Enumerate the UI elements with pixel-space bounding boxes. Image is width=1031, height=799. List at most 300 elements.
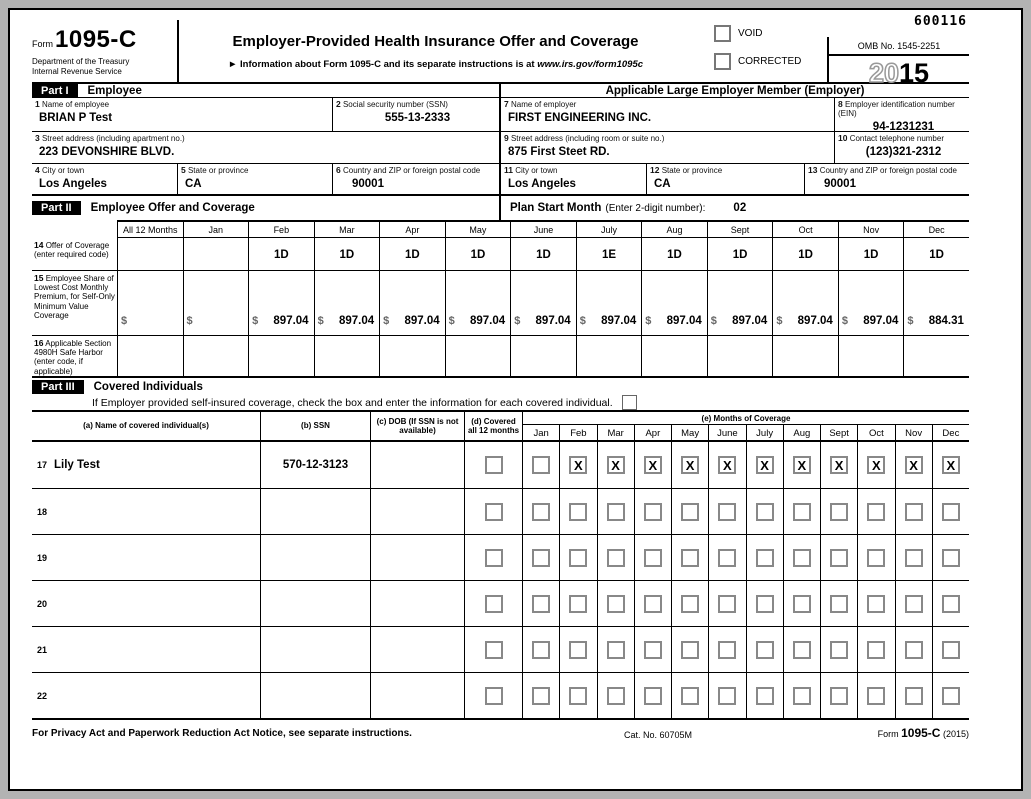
covered-name-cell[interactable] [32,673,260,718]
safe-harbor-cells [117,336,969,376]
month-coverage-cell-apr [634,442,671,488]
employee-zip-value[interactable]: 90001 [352,178,384,190]
agency-line-1: Department of the Treasury [32,57,130,66]
month-coverage-checkbox-june[interactable] [718,687,736,705]
month-coverage-checkbox-nov[interactable]: X [905,456,923,474]
employee-share-cell-aug[interactable] [641,271,707,336]
month-coverage-checkbox-feb[interactable] [569,687,587,705]
month-column-header: July [576,220,642,238]
month-coverage-checkbox-jan[interactable] [532,595,550,613]
plan-start-month-note: (Enter 2-digit number): [605,202,706,214]
month-column-header: All 12 Months [117,220,183,238]
covered-dob-cell[interactable] [370,489,464,534]
month-coverage-cell-sept [820,581,857,626]
month-coverage-checkbox-june[interactable] [718,503,736,521]
month-column-header: Dec [903,220,969,238]
month-coverage-checkbox-aug[interactable] [793,641,811,659]
covered-name-cell[interactable] [32,489,260,534]
offer-of-coverage-code-june[interactable]: 1D [510,238,576,271]
month-coverage-cell-june [708,673,745,718]
field-employee-zip: 6 Country and ZIP or foreign postal code 90001 [332,164,499,194]
privacy-notice: For Privacy Act and Paperwork Reduction Act Notice, see separate instructions. [32,728,412,739]
covered-all-12-months-checkbox[interactable] [485,503,503,521]
self-insured-coverage-checkbox[interactable] [622,395,637,410]
month-coverage-checkbox-feb[interactable] [569,549,587,567]
part3-instruction: If Employer provided self-insured coverage, check the box and enter the information for each covered individual. [92,396,613,409]
covered-all-12-months-checkbox[interactable] [485,549,503,567]
month-coverage-cell-nov [895,535,932,580]
month-coverage-checkbox-oct[interactable] [867,503,885,521]
offer-of-coverage-code-aug[interactable]: 1D [641,238,707,271]
months-of-coverage-cells [522,489,969,534]
field-employer-street: 9 Street address (including room or suite no.) 875 First Steet RD. [501,132,834,163]
month-coverage-checkbox-sept[interactable] [830,549,848,567]
month-coverage-checkbox-oct[interactable] [867,549,885,567]
month-coverage-cell-nov [895,442,932,488]
month-coverage-cell-june [708,627,745,672]
field-employee-city: 4 City or town Los Angeles [32,164,177,194]
agency-line-2: Internal Revenue Service [32,66,122,76]
tax-year: 2015 [868,58,930,88]
field-employee-street: 3 Street address (including apartment no.) 223 DEVONSHIRE BLVD. [32,132,499,163]
employer-name-value[interactable]: FIRST ENGINEERING INC. [508,112,652,124]
month-column-header: Nov [895,425,932,443]
month-coverage-cell-oct [857,627,894,672]
covered-ssn-cell[interactable] [260,673,370,718]
month-coverage-cell-feb [559,581,596,626]
month-coverage-checkbox-jan[interactable] [532,503,550,521]
covered-all-12-months-cell [464,673,522,718]
part3-band [32,378,969,410]
covered-all-12-months-cell [464,581,522,626]
form-id-block [32,20,179,82]
month-coverage-cell-feb [559,535,596,580]
safe-harbor-cell-sept[interactable] [707,336,773,376]
months-of-coverage-cells [522,442,969,488]
month-coverage-checkbox-jan[interactable] [532,456,550,474]
month-coverage-cell-july [746,581,783,626]
safe-harbor-cell-mar[interactable] [314,336,380,376]
void-checkbox[interactable] [714,25,731,42]
covered-all-12-months-checkbox[interactable] [485,687,503,705]
month-coverage-checkbox-oct[interactable] [867,641,885,659]
month-coverage-checkbox-sept[interactable]: X [830,456,848,474]
month-column-header: Oct [772,220,838,238]
dollar-sign: $ [186,315,193,327]
month-coverage-cell-mar [597,489,634,534]
employee-share-cell-july[interactable] [576,271,642,336]
month-column-header: Mar [314,220,380,238]
row-number: 19 [37,552,48,563]
offer-of-coverage-code-oct[interactable]: 1D [772,238,838,271]
month-coverage-checkbox-jan[interactable] [532,549,550,567]
field-employer-city: 11 City or town Los Angeles [501,164,646,194]
month-coverage-checkbox-may[interactable] [681,641,699,659]
month-coverage-cell-july [746,535,783,580]
part3-month-header-row [523,425,969,443]
field-employer-zip: 13 Country and ZIP or foreign postal code 90001 [804,164,969,194]
field-employer-name: 7 Name of employer FIRST ENGINEERING INC. [501,98,834,131]
covered-ssn-cell[interactable] [260,489,370,534]
row-number: 20 [37,598,48,609]
part3-title: Covered Individuals [93,381,203,393]
field-employer-state: 12 State or province CA [646,164,804,194]
employee-share-cell-mar[interactable] [314,271,380,336]
offer-of-coverage-code-july[interactable]: 1E [576,238,642,271]
dollar-sign: $ [383,315,390,327]
employer-phone-value[interactable]: (123)321-2312 [865,146,942,158]
covered-dob-cell[interactable] [370,442,464,488]
form-header [32,14,969,88]
month-coverage-cell-aug [783,535,820,580]
month-coverage-cell-nov [895,673,932,718]
offer-of-coverage-code-mar[interactable]: 1D [314,238,380,271]
premium-amount: 897.04 [273,315,309,327]
offer-of-coverage-code-sept[interactable]: 1D [707,238,773,271]
month-coverage-cell-jan [523,581,559,626]
covered-name-cell[interactable] [32,627,260,672]
row14-label: 14 Offer of Coverage (enter required code) [32,238,117,271]
month-coverage-checkbox-apr[interactable] [644,595,662,613]
month-coverage-checkbox-mar[interactable] [607,687,625,705]
month-coverage-cell-oct [857,535,894,580]
month-coverage-checkbox-feb[interactable] [569,641,587,659]
month-coverage-cell-dec [932,627,969,672]
month-coverage-checkbox-may[interactable]: X [681,456,699,474]
premium-amount: 884.31 [928,315,964,327]
month-column-header: Jan [533,428,549,439]
month-column-header: Dec [932,425,969,443]
month-column-header: Nov [838,220,904,238]
month-coverage-cell-mar [597,442,634,488]
covered-individual-row-20 [32,580,969,626]
safe-harbor-cell-apr[interactable] [379,336,445,376]
employee-share-cell-may[interactable] [445,271,511,336]
month-coverage-checkbox-june[interactable]: X [718,456,736,474]
offer-of-coverage-code-nov[interactable]: 1D [838,238,904,271]
covered-ssn-cell[interactable] [260,627,370,672]
month-coverage-checkbox-aug[interactable] [793,503,811,521]
offer-of-coverage-code-feb[interactable]: 1D [248,238,314,271]
month-column-header: July [746,425,783,443]
month-column-header: Mar [597,425,634,443]
employee-name-value[interactable]: BRIAN P Test [39,112,113,124]
month-coverage-checkbox-may[interactable] [681,595,699,613]
month-coverage-checkbox-june[interactable] [718,595,736,613]
safe-harbor-cell-may[interactable] [445,336,511,376]
month-coverage-cell-oct [857,581,894,626]
employee-share-cell-oct[interactable] [772,271,838,336]
month-coverage-checkbox-oct[interactable] [867,595,885,613]
month-coverage-checkbox-oct[interactable]: X [867,456,885,474]
month-coverage-checkbox-sept[interactable] [830,641,848,659]
month-coverage-checkbox-july[interactable] [756,503,774,521]
month-coverage-checkbox-dec[interactable] [942,549,960,567]
dollar-sign: $ [448,315,455,327]
covered-individual-row-18 [32,488,969,534]
month-column-header: June [708,425,745,443]
month-coverage-cell-dec [932,535,969,580]
month-coverage-checkbox-july[interactable] [756,549,774,567]
arrow-icon: ► [227,59,238,70]
employee-share-cell-apr[interactable] [379,271,445,336]
month-coverage-checkbox-july[interactable]: X [756,456,774,474]
month-coverage-cell-sept [820,627,857,672]
safe-harbor-cell-feb[interactable] [248,336,314,376]
month-coverage-checkbox-july[interactable] [756,595,774,613]
month-coverage-cell-aug [783,489,820,534]
month-column-header: Oct [857,425,894,443]
month-coverage-cell-apr [634,627,671,672]
month-coverage-checkbox-may[interactable] [681,549,699,567]
plan-start-month-value[interactable]: 02 [733,202,747,214]
months-of-coverage-cells [522,581,969,626]
month-coverage-checkbox-may[interactable] [681,687,699,705]
month-coverage-cell-apr [634,673,671,718]
safe-harbor-cell-aug[interactable] [641,336,707,376]
catalog-number: Cat. No. 60705M [624,730,693,740]
month-coverage-checkbox-mar[interactable] [607,549,625,567]
covered-all-12-months-cell [464,535,522,580]
month-coverage-checkbox-july[interactable] [756,641,774,659]
premium-amount: 897.04 [797,315,833,327]
covered-all-12-months-cell [464,627,522,672]
covered-ssn-cell[interactable] [260,581,370,626]
covered-dob-cell[interactable] [370,535,464,580]
safe-harbor-cell-jan[interactable] [183,336,249,376]
month-coverage-checkbox-apr[interactable] [644,503,662,521]
employee-share-cell-dec[interactable] [903,271,969,336]
dollar-sign: $ [579,315,586,327]
employee-share-cell-nov[interactable] [838,271,904,336]
month-coverage-checkbox-aug[interactable] [793,595,811,613]
covered-ssn-cell[interactable]: 570-12-3123 [260,442,370,488]
month-coverage-checkbox-mar[interactable] [607,641,625,659]
month-coverage-checkbox-feb[interactable]: X [569,456,587,474]
offer-of-coverage-code-apr[interactable]: 1D [379,238,445,271]
covered-individual-row-22 [32,672,969,718]
month-column-header: Apr [379,220,445,238]
month-coverage-cell-sept [820,535,857,580]
month-coverage-checkbox-nov[interactable] [905,687,923,705]
month-coverage-cell-june [708,442,745,488]
irs-url: www.irs.gov/form1095c [537,59,644,70]
month-coverage-cell-may [671,535,708,580]
form-number: 1095-C [55,26,137,53]
month-coverage-checkbox-jan[interactable] [532,687,550,705]
month-coverage-cell-may [671,489,708,534]
month-coverage-cell-jan [523,535,559,580]
month-coverage-checkbox-apr[interactable]: X [644,456,662,474]
safe-harbor-cell-oct[interactable] [772,336,838,376]
part2-title: Employee Offer and Coverage [90,202,255,214]
covered-ssn-cell[interactable] [260,535,370,580]
employee-street-value[interactable]: 223 DEVONSHIRE BLVD. [39,146,175,158]
offer-of-coverage-code-jan[interactable] [183,238,249,271]
month-column-header: Aug [641,220,707,238]
covered-dob-cell[interactable] [370,581,464,626]
covered-name-cell[interactable] [32,581,260,626]
month-coverage-checkbox-mar[interactable] [607,503,625,521]
month-coverage-cell-nov [895,581,932,626]
void-row [714,25,801,42]
offer-of-coverage-code-may[interactable]: 1D [445,238,511,271]
month-coverage-checkbox-feb[interactable] [569,595,587,613]
month-coverage-checkbox-mar[interactable] [607,595,625,613]
month-coverage-checkbox-june[interactable] [718,549,736,567]
safe-harbor-cell-nov[interactable] [838,336,904,376]
month-coverage-cell-mar [597,535,634,580]
month-coverage-cell-sept [820,673,857,718]
month-coverage-checkbox-mar[interactable]: X [607,456,625,474]
safe-harbor-cell-all-12-months[interactable] [117,336,183,376]
premium-amount: 897.04 [470,315,506,327]
month-coverage-cell-feb [559,442,596,488]
month-coverage-checkbox-apr[interactable] [644,687,662,705]
month-coverage-checkbox-nov[interactable] [905,549,923,567]
month-coverage-cell-jan [523,489,559,534]
month-column-header: June [510,220,576,238]
month-coverage-cell-dec [932,442,969,488]
month-coverage-cell-jan [523,627,559,672]
month-coverage-cell-mar [597,673,634,718]
field-employee-name: 1 Name of employee BRIAN P Test [32,98,332,131]
month-coverage-cell-mar [597,581,634,626]
covered-all-12-months-checkbox[interactable] [485,595,503,613]
month-coverage-checkbox-nov[interactable] [905,595,923,613]
month-coverage-checkbox-dec[interactable]: X [942,456,960,474]
row-number: 21 [37,644,48,655]
employee-share-cell-all-12-months[interactable] [117,271,183,336]
employee-share-cell-feb[interactable] [248,271,314,336]
field-employee-state: 5 State or province CA [177,164,332,194]
month-coverage-checkbox-aug[interactable] [793,687,811,705]
offer-of-coverage-code-all-12-months[interactable] [117,238,183,271]
form-word: Form [32,39,53,49]
month-coverage-cell-july [746,489,783,534]
row15-label: 15 Employee Share of Lowest Cost Monthly Premium, for Self-Only Minimum Value Coverage [32,271,117,336]
month-coverage-cell-oct [857,673,894,718]
employer-city-value[interactable]: Los Angeles [508,178,576,190]
employer-state-value[interactable]: CA [654,178,671,190]
safe-harbor-cell-june[interactable] [510,336,576,376]
month-coverage-checkbox-jan[interactable] [532,641,550,659]
month-coverage-checkbox-june[interactable] [718,641,736,659]
form-footer [32,726,969,742]
offer-of-coverage-code-dec[interactable]: 1D [903,238,969,271]
employee-share-cell-june[interactable] [510,271,576,336]
month-coverage-checkbox-aug[interactable]: X [793,456,811,474]
covered-name-cell[interactable] [32,442,260,488]
col-c-header: (c) DOB (If SSN is not available) [370,412,464,440]
corrected-checkbox[interactable] [714,53,731,70]
month-coverage-checkbox-july[interactable] [756,687,774,705]
month-coverage-cell-dec [932,489,969,534]
month-coverage-checkbox-sept[interactable] [830,595,848,613]
covered-all-12-months-cell [464,442,522,488]
safe-harbor-cell-dec[interactable] [903,336,969,376]
month-coverage-checkbox-dec[interactable] [942,503,960,521]
covered-all-12-months-checkbox[interactable] [485,456,503,474]
dollar-sign: $ [252,315,259,327]
month-coverage-checkbox-aug[interactable] [793,549,811,567]
employee-state-value[interactable]: CA [185,178,202,190]
month-coverage-checkbox-dec[interactable] [942,595,960,613]
void-label: VOID [738,28,763,39]
row-number: 18 [37,506,48,517]
month-coverage-cell-sept [820,442,857,488]
covered-name-cell[interactable] [32,535,260,580]
employer-street-value[interactable]: 875 First Steet RD. [508,146,610,158]
footer-form-id: Form 1095-C (2015) [877,726,969,740]
month-coverage-cell-june [708,581,745,626]
month-coverage-checkbox-apr[interactable] [644,549,662,567]
part1-grid [32,97,969,196]
employer-zip-value[interactable]: 90001 [824,178,856,190]
month-column-header: May [445,220,511,238]
covered-dob-cell[interactable] [370,673,464,718]
month-coverage-checkbox-apr[interactable] [644,641,662,659]
employee-city-value[interactable]: Los Angeles [39,178,107,190]
month-coverage-checkbox-nov[interactable] [905,641,923,659]
month-coverage-cell-july [746,673,783,718]
employee-ssn-value[interactable]: 555-13-2333 [384,112,451,124]
part1-tag: Part I [32,84,78,98]
premium-amount: 897.04 [863,315,899,327]
row-number: 17 [37,460,48,470]
month-coverage-cell-aug [783,581,820,626]
months-of-coverage-cells [522,673,969,718]
part1-title: Employee [87,84,142,97]
month-coverage-checkbox-feb[interactable] [569,503,587,521]
dollar-sign: $ [121,315,128,327]
dollar-sign: $ [776,315,783,327]
month-coverage-checkbox-sept[interactable] [830,503,848,521]
month-coverage-cell-nov [895,489,932,534]
employee-share-cell-sept[interactable] [707,271,773,336]
month-column-header: May [671,425,708,443]
month-column-header: Aug [783,425,820,443]
month-coverage-checkbox-may[interactable] [681,503,699,521]
month-coverage-checkbox-sept[interactable] [830,687,848,705]
month-coverage-cell-oct [857,489,894,534]
months-of-coverage-header: (e) Months of Coverage [523,412,969,425]
month-coverage-cell-feb [559,627,596,672]
covered-all-12-months-checkbox[interactable] [485,641,503,659]
month-coverage-checkbox-dec[interactable] [942,641,960,659]
field-employee-ssn: 2 Social security number (SSN) 555-13-2333 [332,98,499,131]
covered-dob-cell[interactable] [370,627,464,672]
field-employer-phone: 10 Contact telephone number (123)321-2312 [834,132,969,163]
month-column-header: Feb [248,220,314,238]
month-coverage-checkbox-dec[interactable] [942,687,960,705]
employer-ein-value[interactable]: 94-1231231 [872,121,935,131]
safe-harbor-cell-july[interactable] [576,336,642,376]
dollar-sign: $ [841,315,848,327]
premium-amount: 897.04 [732,315,768,327]
employee-share-cell-jan[interactable] [183,271,249,336]
employer-section-header: Applicable Large Employer Member (Employer) [499,84,969,97]
month-coverage-checkbox-oct[interactable] [867,687,885,705]
omb-box [827,37,969,88]
dollar-sign: $ [645,315,652,327]
dollar-sign: $ [907,315,914,327]
month-column-header: Sept [820,425,857,443]
month-coverage-cell-aug [783,442,820,488]
col-e-header [522,412,969,440]
month-coverage-cell-sept [820,489,857,534]
month-coverage-checkbox-nov[interactable] [905,503,923,521]
